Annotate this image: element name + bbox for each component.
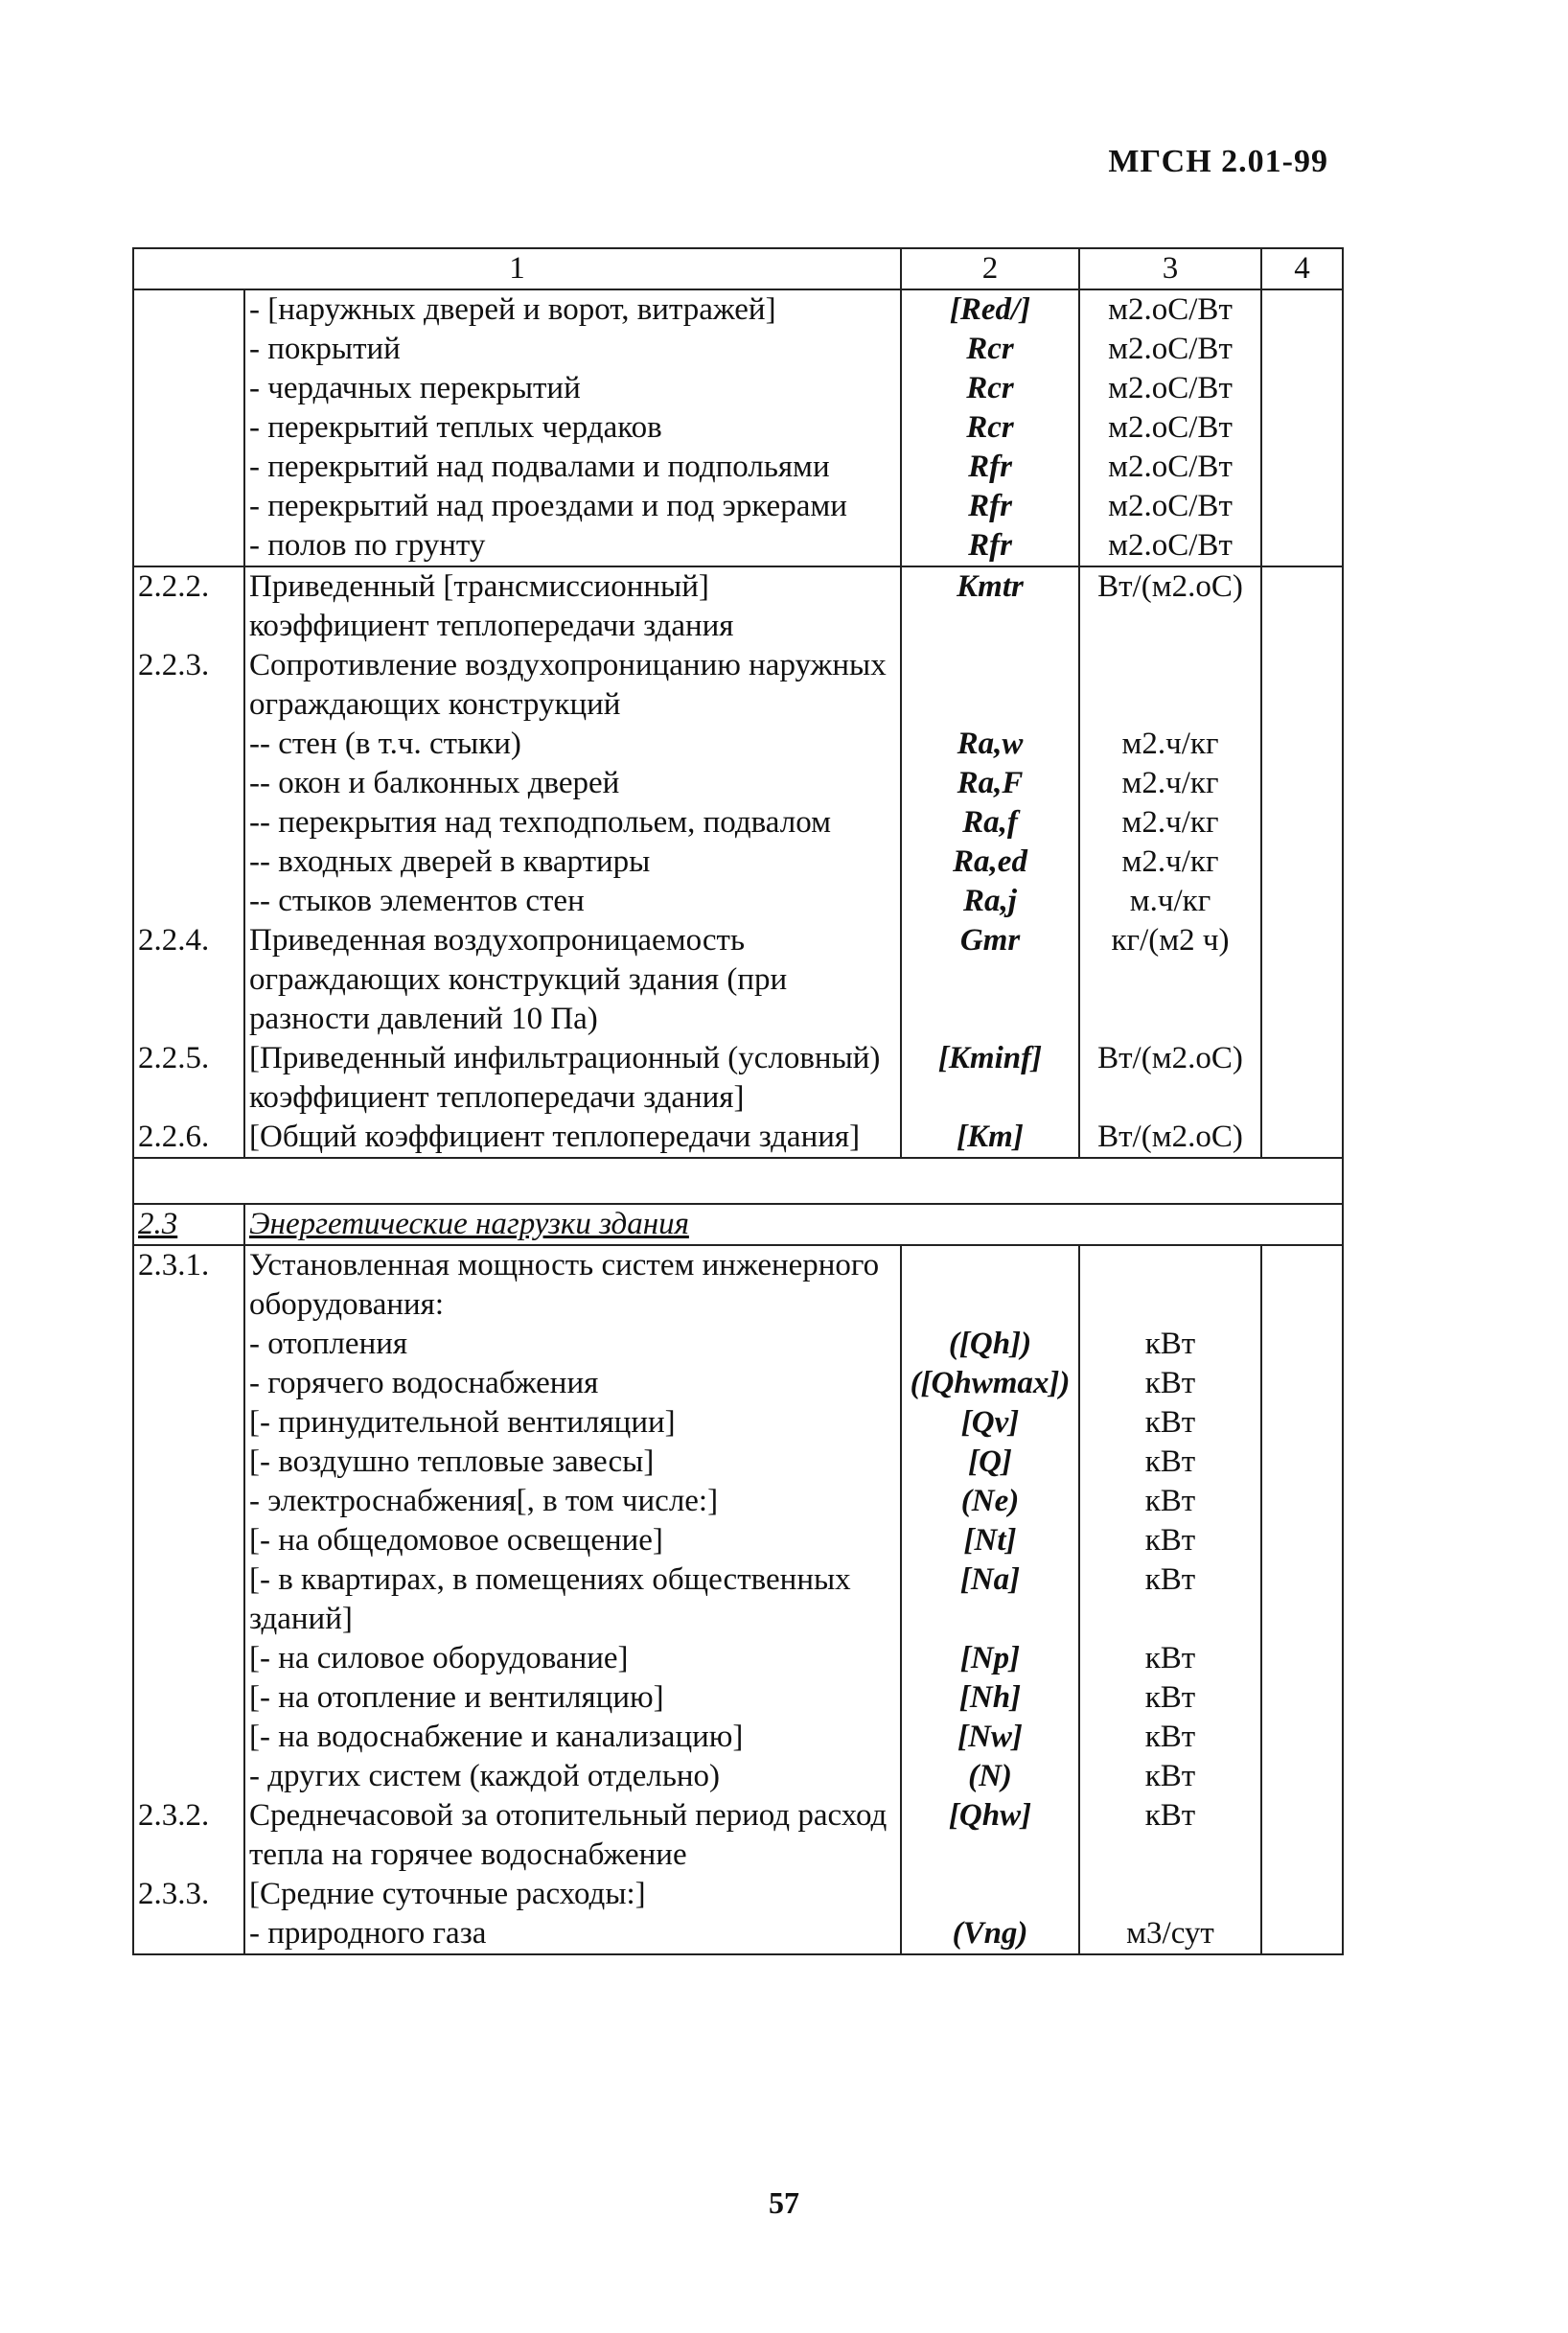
row-unit: Вт/(м2.оС) <box>1079 1118 1261 1158</box>
row-col4 <box>1261 1560 1343 1639</box>
row-col4 <box>1261 1718 1343 1757</box>
row-unit: м3/сут <box>1079 1914 1261 1954</box>
table-row <box>133 1914 1343 1954</box>
table-row <box>133 1718 1343 1757</box>
row-symbol: [Nw] <box>901 1718 1079 1757</box>
row-col4 <box>1261 289 1343 330</box>
row-unit: м2.ч/кг <box>1079 843 1261 882</box>
column-header-4: 4 <box>1261 248 1343 289</box>
row-name: Приведенная воздухопроницаемость ограждающих конструкций здания (при разности давлений 10 Па) <box>244 921 901 1039</box>
row-number <box>133 1364 244 1403</box>
row-name: [- принудительной вентиляции] <box>244 1403 901 1443</box>
row-unit: м2.ч/кг <box>1079 764 1261 803</box>
row-symbol: [Nt] <box>901 1521 1079 1560</box>
table-row <box>133 1245 1343 1325</box>
row-symbol: Ra,ed <box>901 843 1079 882</box>
table-row <box>133 1521 1343 1560</box>
row-symbol: [Np] <box>901 1639 1079 1678</box>
row-number <box>133 1757 244 1796</box>
row-col4 <box>1261 330 1343 369</box>
column-header-1: 1 <box>133 248 901 289</box>
table-row <box>133 526 1343 566</box>
section-title: Энергетические нагрузки здания <box>244 1204 1343 1245</box>
row-col4 <box>1261 526 1343 566</box>
row-col4 <box>1261 1118 1343 1158</box>
row-col4 <box>1261 764 1343 803</box>
row-number <box>133 369 244 408</box>
row-number: 2.2.5. <box>133 1039 244 1118</box>
row-col4 <box>1261 725 1343 764</box>
table-row <box>133 566 1343 646</box>
row-col4 <box>1261 1245 1343 1325</box>
row-symbol: [Q] <box>901 1443 1079 1482</box>
row-col4 <box>1261 448 1343 487</box>
row-col4 <box>1261 1403 1343 1443</box>
row-unit: м2.оС/Вт <box>1079 526 1261 566</box>
row-symbol: Rcr <box>901 369 1079 408</box>
row-number <box>133 1914 244 1954</box>
row-symbol: Rfr <box>901 487 1079 526</box>
row-name: [- на силовое оборудование] <box>244 1639 901 1678</box>
section-row <box>133 1204 1343 1245</box>
row-name: Среднечасовой за отопительный период расход тепла на горячее водоснабжение <box>244 1796 901 1875</box>
row-name: -- стыков элементов стен <box>244 882 901 921</box>
row-unit <box>1079 646 1261 725</box>
table-row <box>133 1118 1343 1158</box>
row-unit: кВт <box>1079 1364 1261 1403</box>
table-row <box>133 1443 1343 1482</box>
row-number: 2.3.2. <box>133 1796 244 1875</box>
table-row <box>133 289 1343 330</box>
row-number <box>133 1482 244 1521</box>
row-col4 <box>1261 1039 1343 1118</box>
row-number <box>133 882 244 921</box>
row-symbol <box>901 646 1079 725</box>
row-unit: кВт <box>1079 1639 1261 1678</box>
row-symbol: (Vng) <box>901 1914 1079 1954</box>
row-col4 <box>1261 1875 1343 1914</box>
table-row <box>133 1403 1343 1443</box>
row-number: 2.2.6. <box>133 1118 244 1158</box>
row-name: - электроснабжения[, в том числе:] <box>244 1482 901 1521</box>
blank-separator-row <box>133 1158 1343 1204</box>
row-unit <box>1079 1875 1261 1914</box>
row-name: - [наружных дверей и ворот, витражей] <box>244 289 901 330</box>
row-symbol: Rcr <box>901 408 1079 448</box>
row-col4 <box>1261 1325 1343 1364</box>
row-symbol: [Km] <box>901 1118 1079 1158</box>
row-symbol: Kmtr <box>901 566 1079 646</box>
row-name: - отопления <box>244 1325 901 1364</box>
row-number <box>133 448 244 487</box>
parameters-table <box>132 247 1344 1955</box>
row-name: - других систем (каждой отдельно) <box>244 1757 901 1796</box>
row-unit: м2.оС/Вт <box>1079 330 1261 369</box>
row-symbol: Ra,F <box>901 764 1079 803</box>
section-number: 2.3 <box>133 1204 244 1245</box>
row-name: [Приведенный инфильтрационный (условный) коэффициент теплопередачи здания] <box>244 1039 901 1118</box>
row-col4 <box>1261 1678 1343 1718</box>
row-symbol: Ra,f <box>901 803 1079 843</box>
row-unit: кВт <box>1079 1482 1261 1521</box>
row-symbol: Rfr <box>901 448 1079 487</box>
table-row <box>133 1325 1343 1364</box>
row-name: -- окон и балконных дверей <box>244 764 901 803</box>
row-number: 2.2.3. <box>133 646 244 725</box>
row-symbol: Gmr <box>901 921 1079 1039</box>
table-row <box>133 1796 1343 1875</box>
row-col4 <box>1261 1482 1343 1521</box>
row-unit: кВт <box>1079 1757 1261 1796</box>
document-header: МГСН 2.01-99 <box>1108 144 1328 179</box>
row-col4 <box>1261 1639 1343 1678</box>
row-symbol: (N) <box>901 1757 1079 1796</box>
row-col4 <box>1261 803 1343 843</box>
row-number <box>133 1718 244 1757</box>
row-col4 <box>1261 1796 1343 1875</box>
row-name: [- в квартирах, в помещениях общественных зданий] <box>244 1560 901 1639</box>
row-name: Сопротивление воздухопроницанию наружных ограждающих конструкций <box>244 646 901 725</box>
row-symbol <box>901 1245 1079 1325</box>
table-row <box>133 369 1343 408</box>
row-col4 <box>1261 646 1343 725</box>
row-unit: кВт <box>1079 1678 1261 1718</box>
table-row <box>133 408 1343 448</box>
row-unit: м2.оС/Вт <box>1079 289 1261 330</box>
table-row <box>133 1757 1343 1796</box>
row-symbol: Ra,j <box>901 882 1079 921</box>
row-name: [Общий коэффициент теплопередачи здания] <box>244 1118 901 1158</box>
row-col4 <box>1261 1364 1343 1403</box>
row-number: 2.2.2. <box>133 566 244 646</box>
row-name: - горячего водоснабжения <box>244 1364 901 1403</box>
table-row <box>133 764 1343 803</box>
row-unit: кВт <box>1079 1560 1261 1639</box>
row-symbol: [Qv] <box>901 1403 1079 1443</box>
table-row <box>133 882 1343 921</box>
table-row <box>133 487 1343 526</box>
row-number <box>133 803 244 843</box>
page-number: 57 <box>769 2185 799 2220</box>
row-name: Установленная мощность систем инженерного оборудования: <box>244 1245 901 1325</box>
row-unit: кВт <box>1079 1325 1261 1364</box>
table-row <box>133 448 1343 487</box>
row-unit: м2.ч/кг <box>1079 725 1261 764</box>
row-unit: м2.оС/Вт <box>1079 487 1261 526</box>
row-col4 <box>1261 1914 1343 1954</box>
row-col4 <box>1261 487 1343 526</box>
row-symbol: [Na] <box>901 1560 1079 1639</box>
row-symbol: Ra,w <box>901 725 1079 764</box>
row-number <box>133 408 244 448</box>
table-row <box>133 1364 1343 1403</box>
row-unit: кВт <box>1079 1443 1261 1482</box>
table-row <box>133 1678 1343 1718</box>
row-name: - чердачных перекрытий <box>244 369 901 408</box>
row-number: 2.3.1. <box>133 1245 244 1325</box>
table-row <box>133 330 1343 369</box>
row-name: -- стен (в т.ч. стыки) <box>244 725 901 764</box>
table-row <box>133 1560 1343 1639</box>
row-number <box>133 1443 244 1482</box>
table-row <box>133 1639 1343 1678</box>
row-number <box>133 1639 244 1678</box>
row-number <box>133 725 244 764</box>
row-unit: м2.оС/Вт <box>1079 408 1261 448</box>
row-number <box>133 1403 244 1443</box>
row-col4 <box>1261 843 1343 882</box>
row-number: 2.3.3. <box>133 1875 244 1914</box>
row-name: - покрытий <box>244 330 901 369</box>
row-name: Приведенный [трансмиссионный] коэффициент теплопередачи здания <box>244 566 901 646</box>
row-name: [- на общедомовое освещение] <box>244 1521 901 1560</box>
table-row <box>133 725 1343 764</box>
row-unit: м2.ч/кг <box>1079 803 1261 843</box>
row-name: [Средние суточные расходы:] <box>244 1875 901 1914</box>
row-unit: м2.оС/Вт <box>1079 448 1261 487</box>
row-symbol: Rfr <box>901 526 1079 566</box>
row-unit: кг/(м2 ч) <box>1079 921 1261 1039</box>
row-symbol: [Nh] <box>901 1678 1079 1718</box>
row-name: -- входных дверей в квартиры <box>244 843 901 882</box>
row-name: - перекрытий над проездами и под эркерами <box>244 487 901 526</box>
row-name: -- перекрытия над техподпольем, подвалом <box>244 803 901 843</box>
table-row <box>133 803 1343 843</box>
row-number: 2.2.4. <box>133 921 244 1039</box>
row-name: - перекрытий теплых чердаков <box>244 408 901 448</box>
blank-cell <box>133 1158 1343 1204</box>
row-col4 <box>1261 1443 1343 1482</box>
row-number <box>133 843 244 882</box>
row-number <box>133 1521 244 1560</box>
table-row <box>133 1039 1343 1118</box>
column-header-2: 2 <box>901 248 1079 289</box>
row-name: - природного газа <box>244 1914 901 1954</box>
row-unit: кВт <box>1079 1718 1261 1757</box>
table-row <box>133 843 1343 882</box>
row-number <box>133 1560 244 1639</box>
row-number <box>133 289 244 330</box>
row-col4 <box>1261 882 1343 921</box>
row-symbol <box>901 1875 1079 1914</box>
column-header-3: 3 <box>1079 248 1261 289</box>
row-unit: кВт <box>1079 1796 1261 1875</box>
row-unit: м.ч/кг <box>1079 882 1261 921</box>
table-row <box>133 1482 1343 1521</box>
row-col4 <box>1261 369 1343 408</box>
row-unit: кВт <box>1079 1403 1261 1443</box>
row-col4 <box>1261 566 1343 646</box>
row-number <box>133 1325 244 1364</box>
row-symbol: (Ne) <box>901 1482 1079 1521</box>
row-unit: Вт/(м2.оС) <box>1079 566 1261 646</box>
row-col4 <box>1261 921 1343 1039</box>
table-row <box>133 921 1343 1039</box>
row-number <box>133 526 244 566</box>
row-col4 <box>1261 1521 1343 1560</box>
row-name: [- воздушно тепловые завесы] <box>244 1443 901 1482</box>
row-unit: Вт/(м2.оС) <box>1079 1039 1261 1118</box>
row-unit: кВт <box>1079 1521 1261 1560</box>
row-symbol: [Kminf] <box>901 1039 1079 1118</box>
row-symbol: Rcr <box>901 330 1079 369</box>
table-header-row <box>133 248 1343 289</box>
row-name: - перекрытий над подвалами и подпольями <box>244 448 901 487</box>
row-col4 <box>1261 1757 1343 1796</box>
row-name: [- на отопление и вентиляцию] <box>244 1678 901 1718</box>
row-name: [- на водоснабжение и канализацию] <box>244 1718 901 1757</box>
table-row <box>133 646 1343 725</box>
row-name: - полов по грунту <box>244 526 901 566</box>
row-symbol: [Qhw] <box>901 1796 1079 1875</box>
row-unit <box>1079 1245 1261 1325</box>
row-symbol: ([Qhwmax]) <box>901 1364 1079 1403</box>
row-number <box>133 764 244 803</box>
row-number <box>133 487 244 526</box>
row-number <box>133 1678 244 1718</box>
row-number <box>133 330 244 369</box>
row-col4 <box>1261 408 1343 448</box>
row-symbol: [Red/] <box>901 289 1079 330</box>
row-unit: м2.оС/Вт <box>1079 369 1261 408</box>
row-symbol: ([Qh]) <box>901 1325 1079 1364</box>
table-row <box>133 1875 1343 1914</box>
